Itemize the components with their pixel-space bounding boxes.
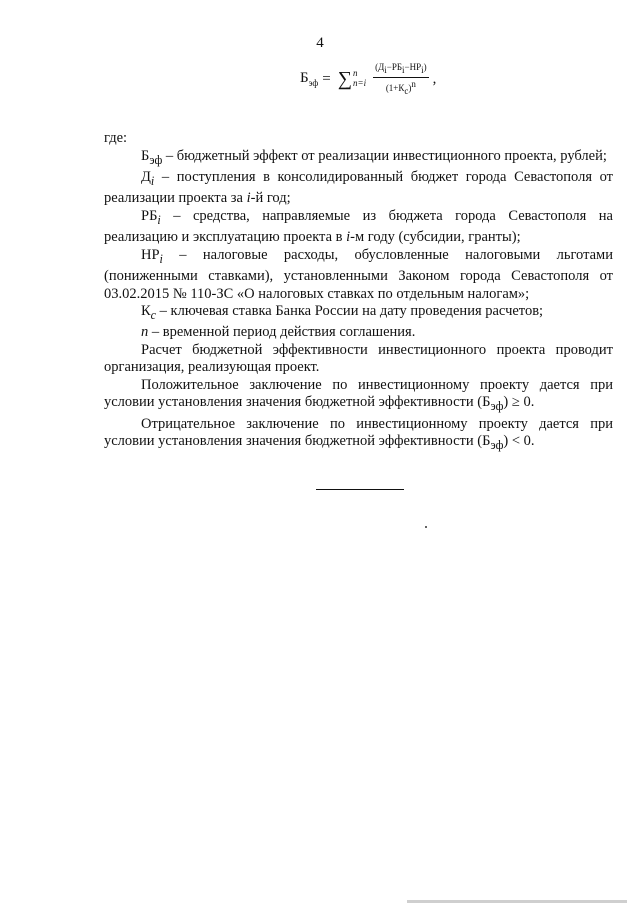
document-body [104, 130, 613, 455]
formula-trailing: , [432, 70, 437, 87]
def-text: – временной период действия соглашения. [148, 324, 416, 341]
formula-lhs-letter: Б [300, 69, 309, 86]
def-term: НР [141, 246, 160, 263]
num-sub-2: i [402, 64, 405, 75]
def-text: – налоговые расходы, обусловленные налоговыми льготами (пониженными ставками), установленными Законом города Севастополя от 03.02.2015 № 110-ЗС «О налоговых ставках по отдельным налогам»; [104, 246, 613, 302]
paragraph-calculation: Расчет бюджетной эффективности инвестиционного проекта проводит организация, реализующая проект. [104, 341, 613, 376]
num-part-1: (Д [375, 62, 385, 72]
den-sub: с [404, 85, 409, 96]
positive-end: ) ≥ 0. [503, 394, 535, 411]
definition-key-rate [104, 303, 613, 324]
definition-tax-expenses [104, 247, 613, 303]
paragraph-negative [104, 416, 613, 455]
sum-symbol: ∑ [337, 68, 353, 91]
negative-text: Отрицательное заключение по инвестиционному проекту дается при условии установления значения бюджетной эффективности (Б [104, 415, 613, 450]
num-part-3: −НР [404, 62, 422, 72]
def-text-end: -й год; [250, 190, 291, 207]
def-text-end: -м году (субсидии, гранты); [350, 229, 521, 246]
positive-sub: эф [490, 399, 504, 414]
def-italic: i [346, 229, 351, 246]
def-italic: i [246, 190, 251, 207]
def-text: – средства, направляемые из бюджета города Севастополя на реализацию и эксплуатацию проекта в [104, 207, 613, 246]
formula-fraction [373, 63, 429, 96]
def-term: Д [141, 168, 151, 185]
negative-end: ) < 0. [503, 433, 535, 450]
def-term-sub: i [159, 251, 163, 266]
def-text: – поступления в консолидированный бюджет города Севастополя от реализации проекта за [104, 168, 613, 207]
num-part-2: −РБ [386, 62, 402, 72]
def-text: – бюджетный эффект от реализации инвестиционного проекта, рублей; [162, 147, 607, 164]
formula-denominator [386, 78, 416, 96]
formula-equals: = [322, 70, 331, 87]
definition-budget-funds [104, 208, 613, 247]
def-text: – ключевая ставка Банка России на дату проведения расчетов; [156, 303, 544, 320]
paragraph-positive [104, 377, 613, 416]
positive-text: Положительное заключение по инвестиционному проекту дается при условии установления значения бюджетной эффективности (Б [104, 376, 613, 411]
den-part-2: ) [408, 82, 412, 93]
scan-edge-mark [407, 900, 627, 903]
end-rule [316, 489, 404, 490]
formula-numerator [373, 63, 429, 78]
den-pow: n [411, 78, 416, 89]
def-term: К [141, 303, 151, 320]
formula-sum [338, 69, 366, 89]
def-term-sub: эф [149, 152, 163, 167]
formula-lhs-sub: эф [308, 77, 319, 88]
sum-limits [353, 69, 366, 89]
num-sub-3: i [421, 64, 424, 75]
page-number: 4 [316, 35, 324, 51]
definition-period [104, 324, 613, 342]
num-part-4: ) [423, 62, 427, 72]
where-label: где: [104, 130, 128, 146]
def-term-sub: i [150, 173, 155, 188]
formula-lhs [300, 71, 318, 88]
sum-lower: n=i [353, 78, 367, 89]
num-sub-1: i [384, 64, 387, 75]
def-term-sub: i [157, 212, 161, 227]
def-term: РБ [141, 207, 158, 224]
definition-budget-effect [104, 148, 613, 169]
budget-effect-formula [300, 63, 436, 96]
definition-revenues [104, 169, 613, 208]
negative-sub: эф [490, 438, 504, 453]
def-term-sub: с [150, 307, 157, 322]
den-part-1: (1+К [385, 82, 405, 93]
def-term: n [141, 324, 149, 341]
sum-upper: n [353, 68, 358, 79]
def-term: Б [141, 147, 150, 164]
scan-dot [425, 526, 427, 528]
